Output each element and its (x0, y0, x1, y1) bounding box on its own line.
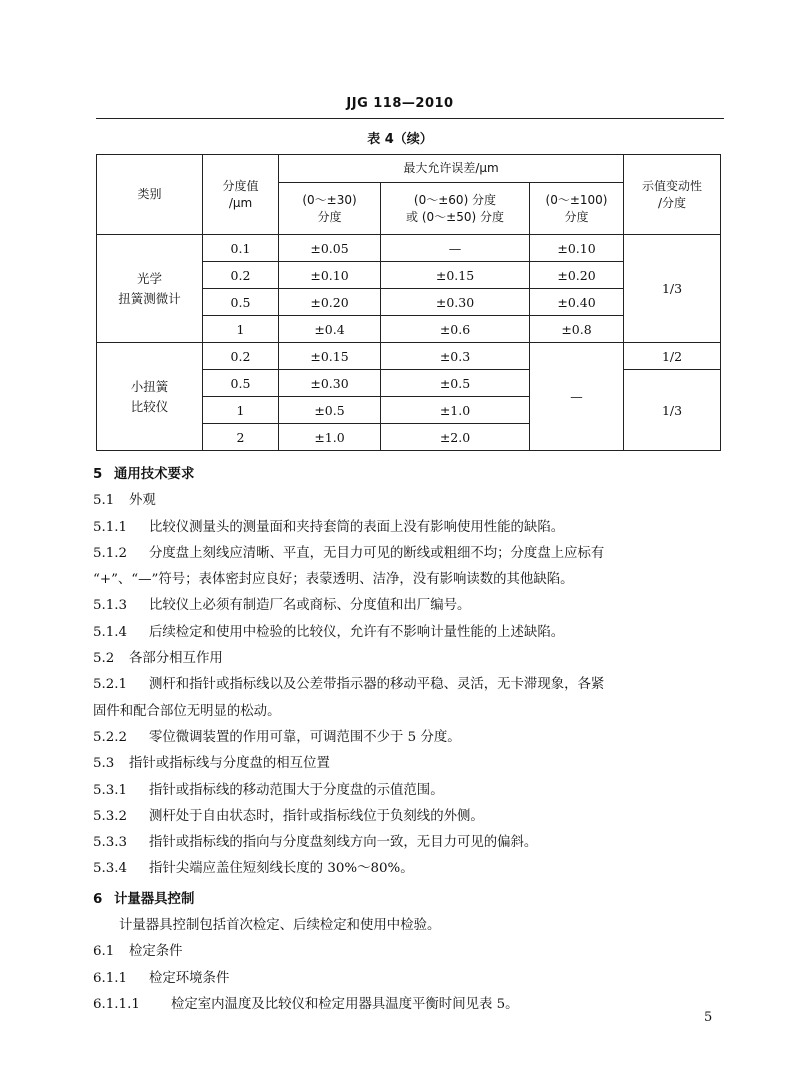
clause-text: 后续检定和使用中检验的比较仪，允许有不影响计量性能的上述缺陷。 (149, 624, 565, 640)
paragraph-line (93, 913, 723, 939)
error-cell: ±0.05 (279, 235, 381, 262)
header-rule (96, 118, 724, 119)
paragraph-line (93, 620, 723, 646)
clause-number: 5.1 (93, 493, 115, 509)
table-row (97, 343, 721, 370)
paragraph-line (93, 856, 723, 882)
paragraph-line (93, 725, 723, 751)
paragraph-line (93, 488, 723, 514)
clause-text: 指针或指标线与分度盘的相互位置 (129, 756, 330, 772)
clause-text: 计量器具控制包括首次检定、后续检定和使用中检验。 (119, 918, 441, 934)
header-max-error: 最大允许误差/μm (279, 155, 624, 183)
paragraph-line (93, 804, 723, 830)
header-division: 分度值 /μm (203, 155, 279, 235)
paragraph-line (93, 830, 723, 856)
error-cell: ±0.30 (279, 370, 381, 397)
paragraph-line (93, 593, 723, 619)
error-cell-merged: — (530, 343, 624, 451)
clause-text: “+”、“—”符号；表体密封应良好；表蒙透明、洁净，没有影响读数的其他缺陷。 (93, 572, 574, 588)
error-cell: ±0.10 (530, 235, 624, 262)
clause-number: 6.1.1 (93, 970, 128, 986)
error-cell: ±0.5 (381, 370, 530, 397)
error-cell: ±0.20 (530, 262, 624, 289)
section-heading (93, 462, 723, 488)
error-cell: ±1.0 (381, 397, 530, 424)
clause-text: 比较仪上必须有制造厂名或商标、分度值和出厂编号。 (149, 598, 471, 614)
clause-text: 比较仪测量头的测量面和夹持套筒的表面上没有影响使用性能的缺陷。 (149, 519, 565, 535)
error-cell: ±0.6 (381, 316, 530, 343)
division-cell: 0.2 (203, 262, 279, 289)
division-cell: 0.5 (203, 289, 279, 316)
error-cell: ±0.40 (530, 289, 624, 316)
clause-text: 计量器具控制 (114, 891, 195, 907)
clause-number: 5.3.1 (93, 782, 128, 798)
division-cell: 0.1 (203, 235, 279, 262)
clause-text: 指针或指标线的移动范围大于分度盘的示值范围。 (149, 782, 444, 798)
error-cell: ±1.0 (279, 424, 381, 451)
paragraph-line (93, 541, 723, 567)
clause-number: 5.2.1 (93, 677, 128, 693)
error-cell: ±0.3 (381, 343, 530, 370)
error-cell: ±0.15 (381, 262, 530, 289)
paragraph-line (93, 567, 723, 593)
section-heading (93, 887, 723, 913)
clause-number: 5.3 (93, 756, 115, 772)
clause-text: 零位微调装置的作用可靠，可调范围不少于 5 分度。 (149, 729, 461, 745)
paragraph-line (93, 966, 723, 992)
spec-table (96, 154, 721, 451)
error-cell: ±0.5 (279, 397, 381, 424)
clause-text: 测杆和指针或指标线以及公差带指示器的移动平稳、灵活，无卡滞现象，各紧 (149, 677, 605, 693)
division-cell: 1 (203, 316, 279, 343)
clause-number: 5.1.4 (93, 624, 128, 640)
clause-number: 5.3.3 (93, 835, 128, 851)
error-cell: ±0.20 (279, 289, 381, 316)
body-text (93, 462, 723, 1018)
paragraph-line (93, 672, 723, 698)
division-cell: 0.5 (203, 370, 279, 397)
clause-number: 5.1.3 (93, 598, 128, 614)
variation-cell: 1/2 (624, 343, 721, 370)
clause-number: 5.2 (93, 651, 115, 667)
division-cell: 0.2 (203, 343, 279, 370)
header-category: 类别 (97, 155, 203, 235)
clause-number: 6 (93, 891, 103, 907)
category-cell: 小扭簧 比较仪 (97, 343, 203, 451)
paragraph-line (93, 515, 723, 541)
header-range-30: (0～±30) 分度 (279, 183, 381, 235)
table-row (97, 235, 721, 262)
error-cell: ±2.0 (381, 424, 530, 451)
paragraph-line (93, 778, 723, 804)
clause-text: 指针尖端应盖住短刻线长度的 30%～80%。 (149, 861, 414, 877)
clause-number: 5.3.4 (93, 861, 128, 877)
doc-header: JJG 118—2010 (346, 96, 454, 111)
header-variation: 示值变动性 /分度 (624, 155, 721, 235)
division-cell: 1 (203, 397, 279, 424)
clause-number: 5.1.1 (93, 519, 128, 535)
clause-number: 5.3.2 (93, 808, 128, 824)
clause-number: 5.2.2 (93, 729, 128, 745)
error-cell: — (381, 235, 530, 262)
paragraph-line (93, 646, 723, 672)
division-cell: 2 (203, 424, 279, 451)
error-cell: ±0.10 (279, 262, 381, 289)
clause-text: 固件和配合部位无明显的松动。 (93, 703, 281, 719)
error-cell: ±0.15 (279, 343, 381, 370)
clause-text: 指针或指标线的指向与分度盘刻线方向一致，无目力可见的偏斜。 (149, 835, 538, 851)
header-range-100: (0～±100) 分度 (530, 183, 624, 235)
clause-text: 检定环境条件 (149, 970, 230, 986)
clause-text: 通用技术要求 (114, 467, 195, 482)
category-cell: 光学 扭簧测微计 (97, 235, 203, 343)
clause-text: 分度盘上刻线应清晰、平直，无目力可见的断线或粗细不均；分度盘上应标有 (149, 545, 605, 561)
paragraph-line (93, 992, 723, 1018)
variation-cell: 1/3 (624, 370, 721, 451)
error-cell: ±0.30 (381, 289, 530, 316)
paragraph-line (93, 939, 723, 965)
table-title: 表 4（续） (367, 132, 433, 147)
clause-text: 检定室内温度及比较仪和检定用器具温度平衡时间见表 5。 (171, 996, 519, 1012)
paragraph-line (93, 751, 723, 777)
header-range-60: (0～±60) 分度 或 (0～±50) 分度 (381, 183, 530, 235)
clause-text: 各部分相互作用 (129, 651, 223, 667)
clause-number: 6.1 (93, 944, 115, 960)
clause-number: 5.1.2 (93, 545, 128, 561)
clause-text: 测杆处于自由状态时，指针或指标线位于负刻线的外侧。 (149, 808, 484, 824)
spec-table-body (97, 235, 721, 451)
page-number: 5 (704, 1010, 713, 1025)
error-cell: ±0.4 (279, 316, 381, 343)
clause-number: 5 (93, 467, 103, 482)
clause-number: 6.1.1.1 (93, 996, 140, 1012)
clause-text: 外观 (129, 493, 156, 509)
variation-cell: 1/3 (624, 235, 721, 343)
clause-text: 检定条件 (129, 944, 183, 960)
paragraph-line (93, 699, 723, 725)
error-cell: ±0.8 (530, 316, 624, 343)
